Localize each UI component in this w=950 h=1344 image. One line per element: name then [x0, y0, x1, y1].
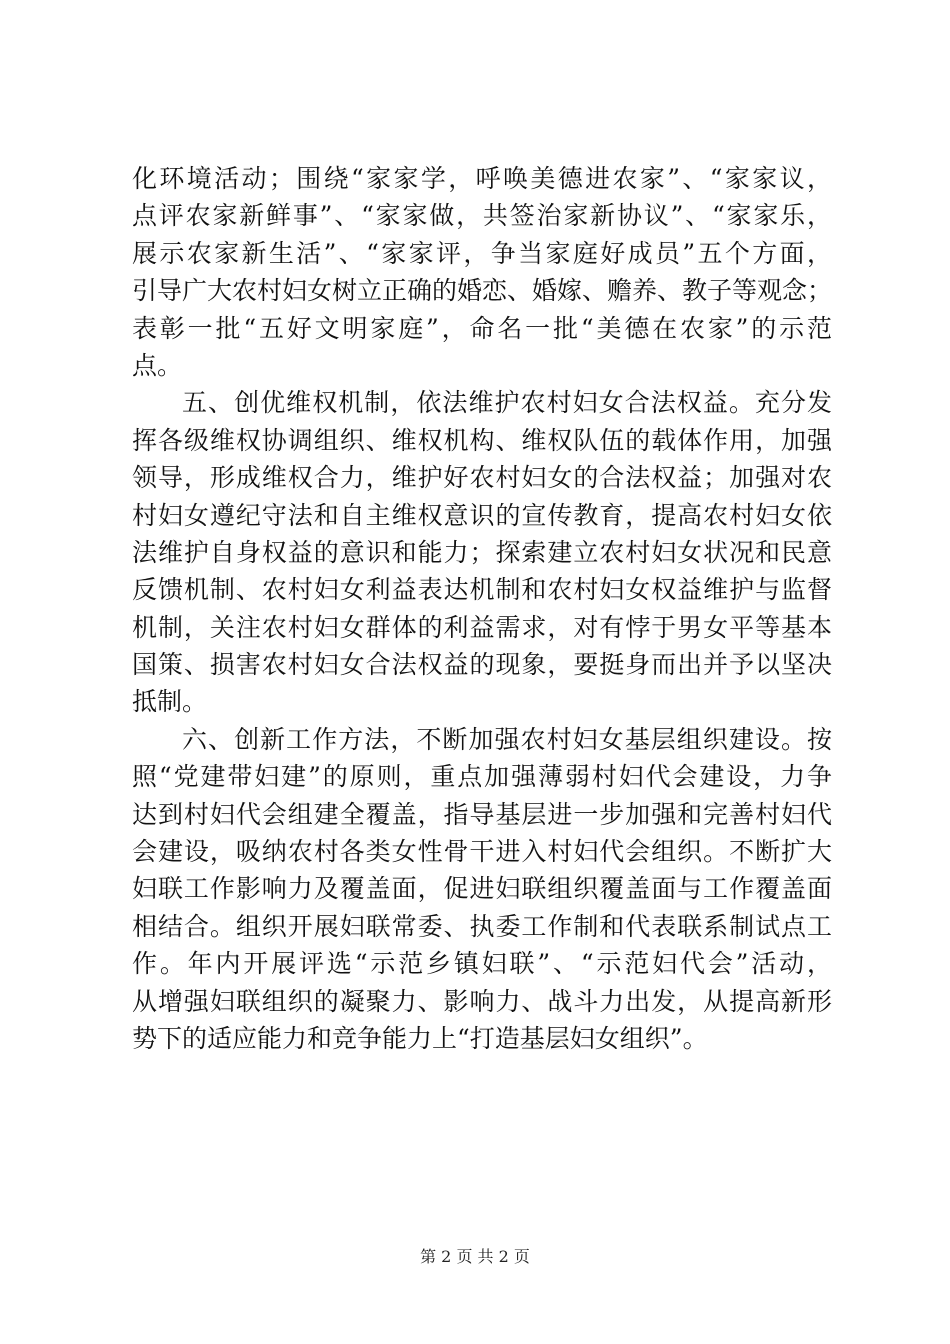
- text-line: 村妇女遵纪守法和自主维权意识的宣传教育，提高农村妇女依: [132, 500, 832, 530]
- text-line: 会建设，吸纳农村各类女性骨干进入村妇代会组织。不断扩大: [132, 837, 832, 867]
- text-line: 领导，形成维权合力，维护好农村妇女的合法权益；加强对农: [132, 463, 832, 493]
- text-line: 法维护自身权益的意识和能力；探索建立农村妇女状况和民意: [132, 537, 832, 567]
- text-line: 化环境活动；围绕“家家学，呼唤美德进农家”、“家家议，: [132, 164, 832, 193]
- text-line: 照“党建带妇建”的原则，重点加强薄弱村妇代会建设，力争: [132, 762, 832, 792]
- section-heading-line: 五、创优维权机制，依法维护农村妇女合法权益。充分发: [182, 388, 832, 418]
- text-line: 挥各级维权协调组织、维权机构、维权队伍的载体作用，加强: [132, 425, 832, 455]
- text-line: 妇联工作影响力及覆盖面，促进妇联组织覆盖面与工作覆盖面: [132, 874, 832, 904]
- section-heading-line: 六、创新工作方法，不断加强农村妇女基层组织建设。按: [182, 724, 832, 754]
- text-line: 势下的适应能力和竞争能力上“打造基层妇女组织”。: [132, 1023, 708, 1053]
- text-line: 达到村妇代会组建全覆盖，指导基层进一步加强和完善村妇代: [132, 799, 832, 829]
- page-footer: 第 2 页 共 2 页: [420, 1247, 530, 1266]
- text-line: 反馈机制、农村妇女利益表达机制和农村妇女权益维护与监督: [132, 575, 832, 605]
- text-line: 点评农家新鲜事”、“家家做，共签治家新协议”、“家家乐，: [132, 201, 832, 231]
- text-line: 相结合。组织开展妇联常委、执委工作制和代表联系制试点工: [132, 911, 832, 941]
- text-line: 抵制。: [132, 687, 208, 717]
- text-line: 国策、损害农村妇女合法权益的现象，要挺身而出并予以坚决: [132, 650, 832, 680]
- text-line: 从增强妇联组织的凝聚力、影响力、战斗力出发，从提高新形: [132, 986, 832, 1016]
- text-line: 点。: [132, 350, 183, 380]
- text-line: 表彰一批“五好文明家庭”，命名一批“美德在农家”的示范: [132, 313, 832, 343]
- text-line: 机制，关注农村妇女群体的利益需求，对有悖于男女平等基本: [132, 612, 832, 642]
- text-line: 展示农家新生活”、“家家评，争当家庭好成员”五个方面，: [132, 238, 832, 268]
- document-body: [132, 160, 832, 1057]
- text-line: 作。年内开展评选“示范乡镇妇联”、“示范妇代会”活动，: [132, 949, 832, 979]
- text-line: 引导广大农村妇女树立正确的婚恋、婚嫁、赡养、教子等观念；: [132, 276, 833, 306]
